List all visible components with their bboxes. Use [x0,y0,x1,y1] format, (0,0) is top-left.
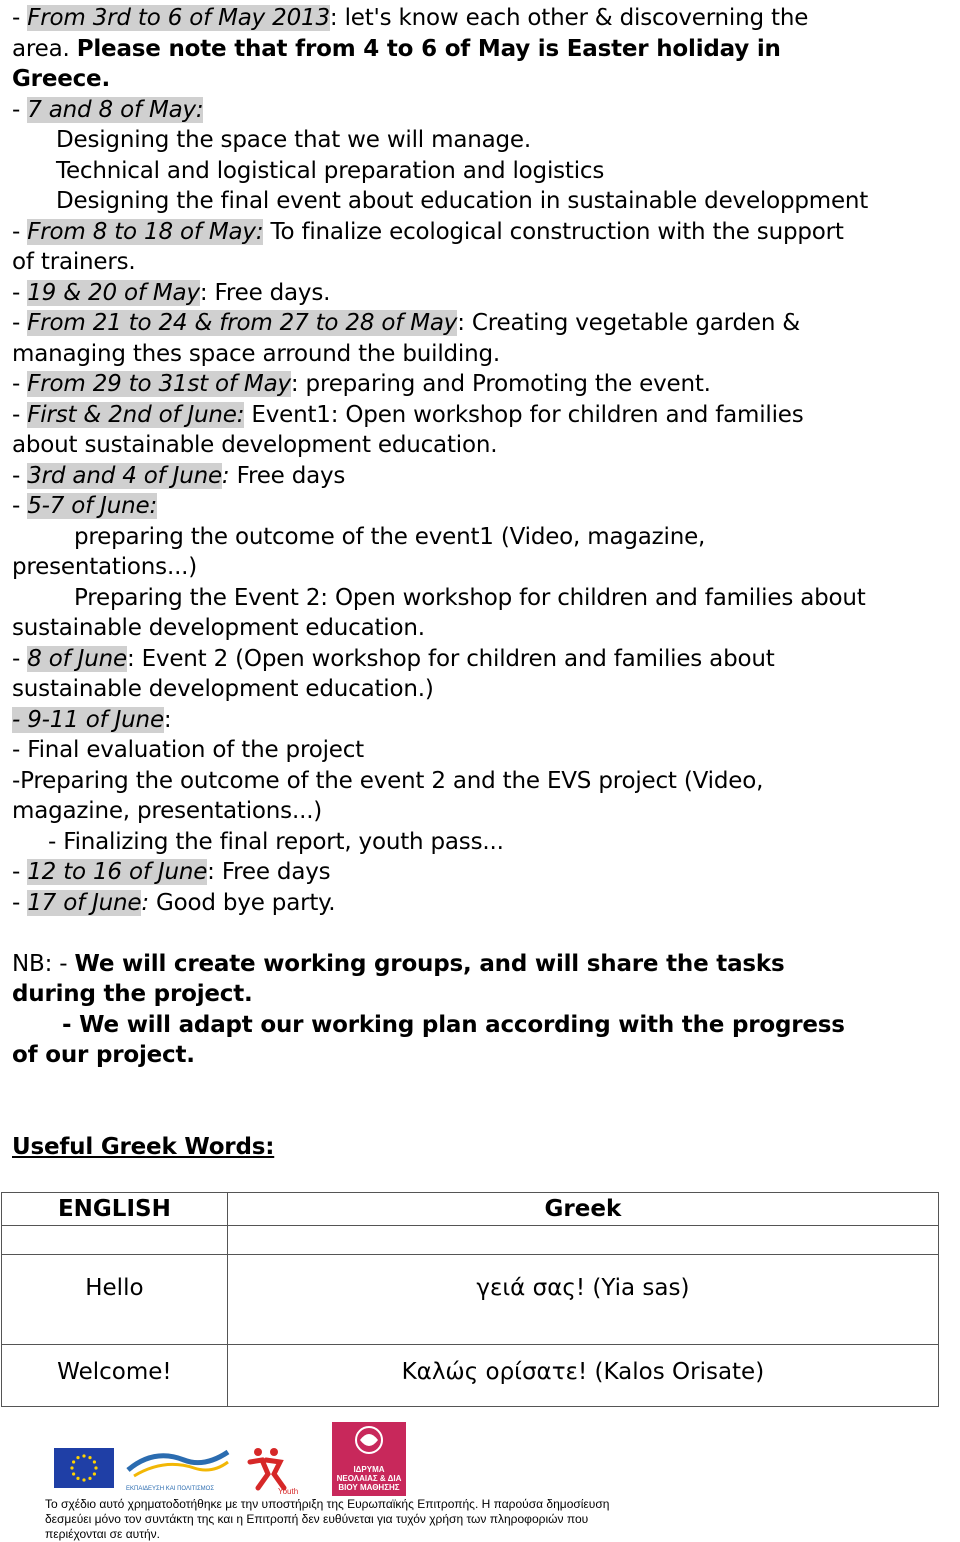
date-highlight: 19 & 20 of May [27,280,200,306]
cell-english: Hello [2,1255,228,1345]
cell-greek: Καλώς ορίσατε! (Kalos Orisate) [227,1345,938,1407]
cell-english: Welcome! [2,1345,228,1407]
schedule-line: preparing the outcome of the event1 (Video, magazine, [74,524,706,550]
table-row-empty [2,1226,939,1255]
sponsor-logos [54,1418,414,1496]
schedule-line: - From 29 to 31st of May: preparing and Promoting the event. [12,371,711,397]
date-highlight: 17 of June [27,890,142,916]
schedule-line: - Final evaluation of the project [12,737,364,763]
schedule-line: - 7 and 8 of May: [12,97,204,123]
schedule-line: Designing the space that we will manage. [56,127,531,153]
date-highlight: From 21 to 24 & from 27 to 28 of May [27,310,458,336]
schedule-line: - Finalizing the final report, youth pass... [48,829,504,855]
schedule-line: Greece. [12,66,110,92]
note-line: - We will adapt our working plan according with the progress [62,1012,845,1038]
cell-greek: γειά σας! (Yia sas) [227,1255,938,1345]
svg-text:Youth: Youth [278,1487,299,1496]
schedule-line: about sustainable development education. [12,432,498,458]
note-line: during the project. [12,981,253,1007]
date-highlight: 12 to 16 of June [27,859,208,885]
table-row [2,1345,939,1407]
table-header-row [2,1193,939,1226]
column-header-english: ENGLISH [2,1193,228,1226]
date-highlight: 5-7 of June: [27,493,158,519]
schedule-line: Preparing the Event 2: Open workshop for children and families about [74,585,866,611]
schedule-line: - 12 to 16 of June: Free days [12,859,331,885]
schedule-line: magazine, presentations...) [12,798,323,824]
youth-programme-logo [244,1444,310,1496]
eu-disclaimer: Το σχέδιο αυτό χρηματοδοτήθηκε με την υποστήριξη της Ευρωπαϊκής Επιτροπής. Η παρούσα δημοσίευση δεσμεύει μόνο τον συντάκτη της και η Επιτροπή δεν ευθύνεται για τυχόν χρήση των πληροφοριών που περιέχονται σε αυτήν. [45,1497,610,1541]
date-highlight: 8 of June [27,646,127,672]
schedule-line: - 8 of June: Event 2 (Open workshop for children and families about [12,646,775,672]
schedule-line: area. Please note that from 4 to 6 of May is Easter holiday in [12,36,781,62]
date-highlight: 7 and 8 of May: [27,97,204,123]
schedule-line: - First & 2nd of June: Event1: Open workshop for children and families [12,402,804,428]
schedule-line: - 3rd and 4 of June: Free days [12,463,346,489]
date-highlight: From 3rd to 6 of May 2013 [27,5,330,31]
schedule-line: managing thes space arround the building. [12,341,500,367]
schedule-line: - 19 & 20 of May: Free days. [12,280,331,306]
schedule-line: presentations...) [12,554,198,580]
schedule-line: Technical and logistical preparation and logistics [56,158,605,184]
section-heading: Useful Greek Words: [12,1134,275,1160]
schedule-line: of trainers. [12,249,136,275]
schedule-line: -Preparing the outcome of the event 2 and the EVS project (Video, [12,768,764,794]
date-highlight: From 8 to 18 of May: [27,219,264,245]
schedule-line: - From 3rd to 6 of May 2013: let's know each other & discoverning the [12,5,809,31]
schedule-line: Designing the final event about education in sustainable developpment [56,188,869,214]
schedule-line: - 9-11 of June: [12,707,172,733]
date-highlight: From 29 to 31st of May [27,371,291,397]
schedule-line: - From 8 to 18 of May: To finalize ecological construction with the support [12,219,844,245]
schedule-line: - 17 of June: Good bye party. [12,890,336,916]
table-row [2,1255,939,1345]
column-header-greek: Greek [227,1193,938,1226]
date-highlight: 3rd and 4 of June [27,463,222,489]
youth-foundation-logo: ΙΔΡΥΜΑ ΝΕΟΛΑΙΑΣ & ΔΙΑ ΒΙΟΥ ΜΑΘΗΣΗΣ [332,1422,406,1496]
schedule-line: sustainable development education. [12,615,425,641]
schedule-line: - From 21 to 24 & from 27 to 28 of May: Creating vegetable garden & [12,310,801,336]
date-highlight: First & 2nd of June: [27,402,245,428]
eu-flag-logo [54,1448,114,1488]
svg-text:ΕΚΠΑΙΔΕΥΣΗ ΚΑΙ ΠΟΛΙΤΙΣΜΟΣ: ΕΚΠΑΙΔΕΥΣΗ ΚΑΙ ΠΟΛΙΤΙΣΜΟΣ [126,1486,215,1492]
greek-words-table [1,1192,939,1407]
note-line: NB: - We will create working groups, and will share the tasks [12,951,785,977]
note-line: of our project. [12,1042,195,1068]
date-highlight: - 9-11 of June [12,707,164,733]
schedule-line: sustainable development education.) [12,676,434,702]
schedule-line: - 5-7 of June: [12,493,158,519]
